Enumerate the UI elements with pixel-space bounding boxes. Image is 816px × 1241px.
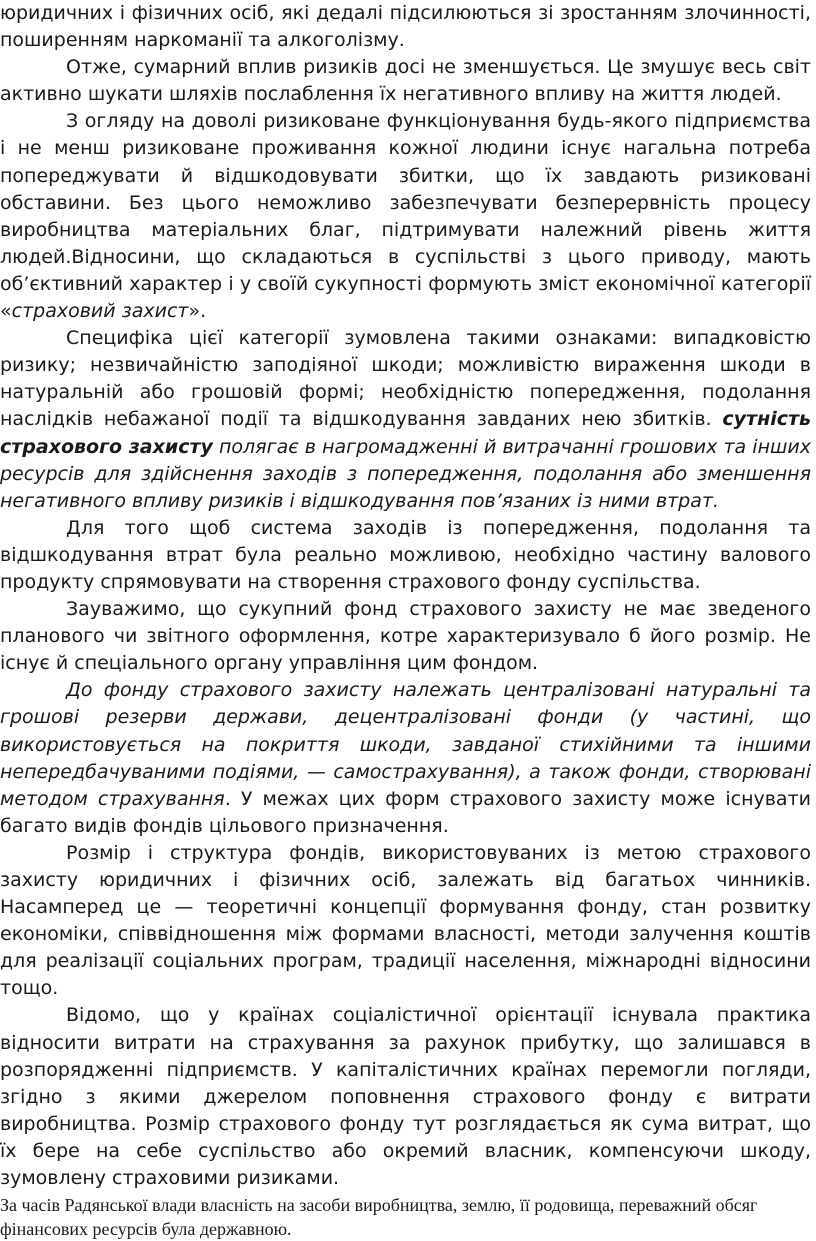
definition-text: полягає в нагромадженні й витрачанні грошових та інших ресурсів для здійснення заходів з попередження, подолання або зменшення негативного впливу ризиків і відшкодування пов’язаних із ними втрат. bbox=[0, 435, 811, 512]
paragraph-5: Для того щоб система заходів із попередження, подолання та відшкодування втрат була реально можливою, необхідно частину валового продукту спрямовувати на створення страхового фонду суспільства. bbox=[0, 516, 811, 593]
fund-definition-text: До фонду страхового захисту належать централізовані натуральні та грошові резерви держави, децентралізовані фонди (у частині, що використовується на покриття шкоди, завданої стихійними та іншими непередбачуваними подіями, — самострахування), а також фонди, створювані методом страхування bbox=[0, 679, 811, 810]
footnote-text: За часів Радянської влади власність на засоби виробництва, землю, її родовища, переважний обсяг фінансових ресурсів була державною. bbox=[0, 1195, 758, 1240]
paragraph-2: Отже, сумарний вплив ризиків досі не зменшується. Це змушує весь світ активно шукати шляхів послаблення їх негативного впливу на життя людей. bbox=[0, 56, 811, 106]
paragraph-6: Зауважимо, що сукупний фонд страхового захисту не має зведеного планового чи звітного оформлення, котре характеризувало б його розмір. Не існує й спеціального органу управління цим фондом. bbox=[0, 598, 811, 675]
paragraph-4: Специфіка цієї категорії зумовлена такими ознаками: випадковістю ризику; незвичайністю заподіяної шкоди; можливістю вираження шкоди в натуральній або грошовій формі; необхідністю попередження, подолання наслідків небажаної події та відшкодування завданих нею збитків. сутність страхового захисту полягає в нагромадженні й витрачанні грошових та інших ресурсів для здійснення заходів з попередження, подолання або зменшення негативного впливу ризиків і відшкодування пов’язаних із ними втрат. bbox=[0, 327, 811, 512]
term-essence-of-insurance-protection: сутність страхового захисту bbox=[0, 408, 811, 458]
paragraph-1: юридичних і фізичних осіб, які дедалі підсилюються зі зростанням злочинності, поширенням наркоманії та алкоголізму. bbox=[0, 2, 811, 52]
paragraph-8: Розмір і структура фондів, використовуваних із метою страхового захисту юридичних і фізичних осіб, залежать від багатьох чинників. Насамперед це — теоретичні концепції формування фонду, стан розвитку економіки, співвідношення між формами власності, методи залучення коштів для реалізації соціальних програм, традиції населення, міжнародні відносини тощо. bbox=[0, 841, 811, 1000]
paragraph-7: До фонду страхового захисту належать централізовані натуральні та грошові резерви держави, децентралізовані фонди (у частині, що використовується на покриття шкоди, завданої стихійними та іншими непередбачуваними подіями, — самострахування), а також фонди, створювані методом страхування. У межах цих форм страхового захисту може існувати багато видів фондів цільового призначення. bbox=[0, 679, 811, 837]
term-insurance-protection: страховий захист bbox=[11, 300, 189, 323]
paragraph-9: Відомо, що у країнах соціалістичної орієнтації існувала практика відносити витрати на страхування за рахунок прибутку, що залишався в розпорядженні підприємств. У капіталістичних країнах перемогли погляди, згідно з якими джерелом поповнення страхового фонду є витрати виробництва. Розмір страхового фонду тут розглядається як сума витрат, що їх бере на себе суспільство або окремий власник, компенсуючи шкоду, зумовлену страховими ризиками. bbox=[0, 1004, 811, 1190]
paragraph-3: З огляду на доволі ризиковане функціонування будь-якого підприємства і не менш ризиковане проживання кожної людини існує нагальна потреба попереджувати й відшкодовувати збитки, що їх завдають ризиковані обставини. Без цього неможливо забезпечувати безперервність процесу виробництва матеріальних благ, підтримувати належний рівень життя людей.Відносини, що складаються в суспільстві з цього приводу, мають об’єктивний характер і у своїй сукупності формують зміст економічної категорії «страховий захист». bbox=[0, 110, 811, 323]
